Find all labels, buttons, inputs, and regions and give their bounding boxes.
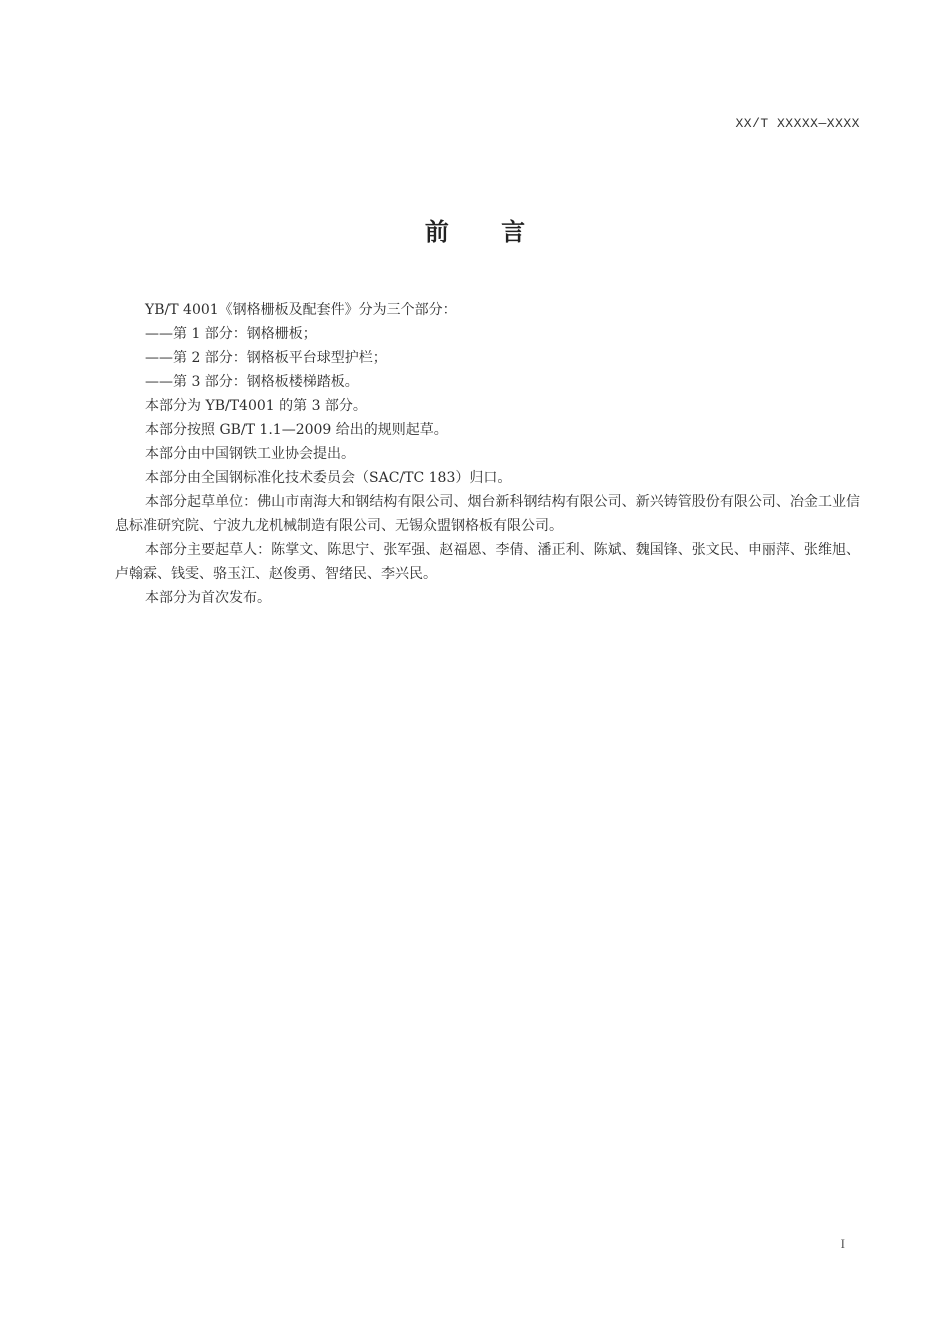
page-title: 前 言 — [424, 218, 526, 246]
paragraph-drafting-units: 本部分起草单位：佛山市南海大和钢结构有限公司、烟台新科钢结构有限公司、新兴铸管股份有限公司、冶金工业信息标准研究院、宁波九龙机械制造有限公司、无锡众盟钢格板有限公司。 — [115, 494, 860, 534]
document-code: XX/T XXXXX—XXXX — [735, 116, 860, 131]
paragraph-parts-intro: YB/T 4001《钢格栅板及配套件》分为三个部分： — [145, 302, 457, 318]
paragraph-managed-by: 本部分由全国钢标准化技术委员会（SAC/TC 183）归口。 — [145, 470, 512, 486]
foreword-body — [115, 298, 860, 610]
page-number: I — [840, 1236, 845, 1251]
paragraph-first-release: 本部分为首次发布。 — [145, 590, 271, 606]
paragraph-this-part: 本部分为 YB/T4001 的第 3 部分。 — [145, 398, 367, 414]
paragraph-part-3: ——第 3 部分：钢格板楼梯踏板。 — [145, 374, 359, 390]
paragraph-drafters: 本部分主要起草人：陈掌文、陈思宁、张军强、赵福恩、李倩、潘正利、陈斌、魏国锋、张文民、申丽萍、张维旭、卢翰霖、钱雯、骆玉江、赵俊勇、智绪民、李兴民。 — [115, 542, 860, 582]
paragraph-proposed-by: 本部分由中国钢铁工业协会提出。 — [145, 446, 355, 462]
paragraph-drafting-rules: 本部分按照 GB/T 1.1—2009 给出的规则起草。 — [145, 422, 448, 438]
paragraph-part-2: ——第 2 部分：钢格板平台球型护栏； — [145, 350, 387, 366]
paragraph-part-1: ——第 1 部分：钢格栅板； — [145, 326, 317, 342]
